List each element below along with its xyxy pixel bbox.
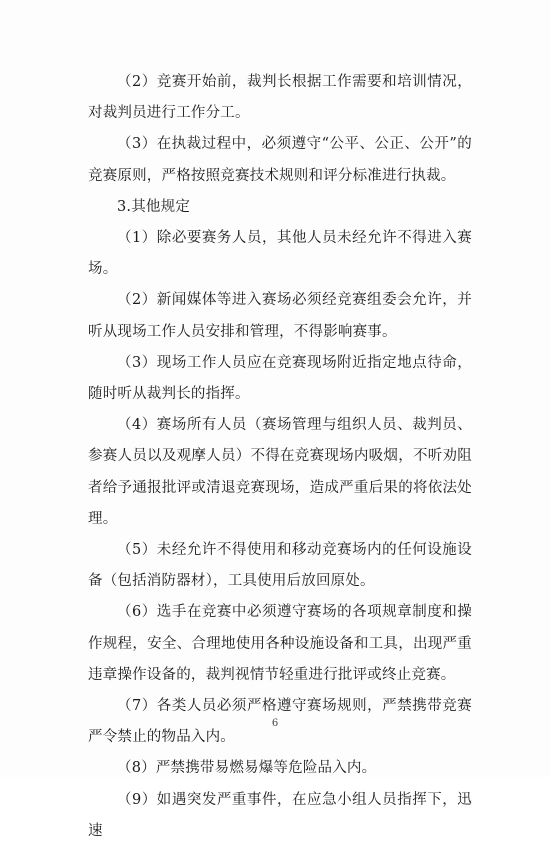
paragraph-referee-assignment: （2）竞赛开始前，裁判长根据工作需要和培训情况，对裁判员进行工作分工。 bbox=[88, 74, 472, 122]
page-number: 6 bbox=[271, 718, 279, 729]
document-body bbox=[88, 67, 472, 847]
paragraph-rule-8: （8）严禁携带易燃易爆等危险品入内。 bbox=[117, 760, 377, 777]
paragraph-rule-3: （3）现场工作人员应在竞赛现场附近指定地点待命，随时听从裁判长的指挥。 bbox=[88, 354, 472, 403]
paragraph-judging-principles: （3）在执裁过程中，必须遵守“公平、公正、公开”的竞赛原则，严格按照竞赛技术规则和评分标准进行执裁。 bbox=[88, 136, 472, 184]
paragraph-rule-5: （5）未经允许不得使用和移动竞赛场内的任何设施设备（包括消防器材），工具使用后放回原处。 bbox=[88, 542, 472, 590]
paragraph-rule-7: （7）各类人员必须严格遵守赛场规则，严禁携带竞赛严令禁止的物品入内。 bbox=[88, 698, 472, 746]
paragraph-rule-4: （4）赛场所有人员（赛场管理与组织人员、裁判员、参赛人员以及观摩人员）不得在竞赛现场内吸烟，不听劝阻者给予通报批评或清退竞赛现场，造成严重后果的将依法处理。 bbox=[88, 417, 472, 527]
paragraph-rule-6: （6）选手在竞赛中必须遵守赛场的各项规章制度和操作规程，安全、合理地使用各种设施设备和工具，出现严重违章操作设备的，裁判视情节轻重进行批评或终止竞赛。 bbox=[88, 604, 472, 683]
paragraph-rule-1: （1）除必要赛务人员，其他人员未经允许不得进入赛场。 bbox=[88, 230, 472, 278]
section-heading-other-rules: 3.其他规定 bbox=[117, 198, 191, 215]
paragraph-rule-9: （9）如遇突发严重事件，在应急小组人员指挥下，迅速 bbox=[88, 791, 472, 839]
paragraph-rule-2: （2）新闻媒体等进入赛场必须经竞赛组委会允许，并听从现场工作人员安排和管理，不得影响赛事。 bbox=[88, 292, 472, 340]
